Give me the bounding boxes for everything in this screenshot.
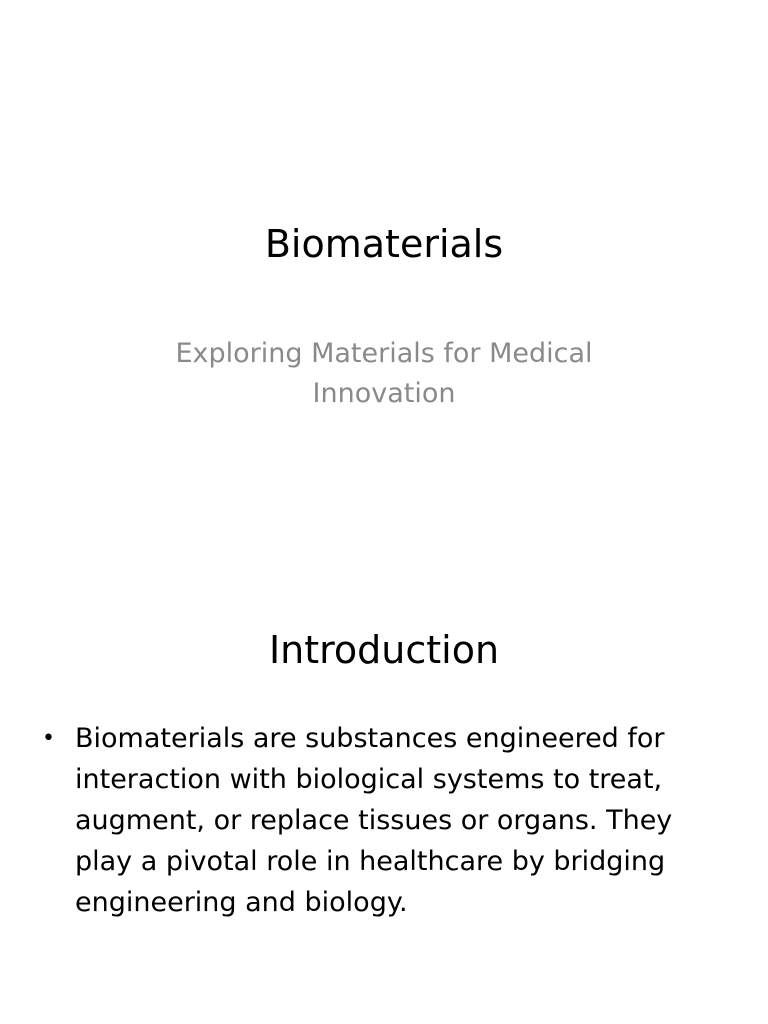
- bullet-list: [38, 718, 698, 923]
- bullet-dot-icon: •: [42, 726, 55, 751]
- bullet-item: [38, 718, 698, 923]
- slide-title: Biomaterials: [264, 222, 504, 266]
- slide-subtitle: Exploring Materials for Medical Innovation: [175, 338, 593, 409]
- introduction-slide: [0, 576, 768, 1024]
- slide-heading: Introduction: [268, 628, 500, 672]
- bullet-text: Biomaterials are substances engineered for interaction with biological systems to treat, augment, or replace tissues or organs. They play a pivotal role in healthcare by bridging engineering and biology.: [75, 723, 673, 918]
